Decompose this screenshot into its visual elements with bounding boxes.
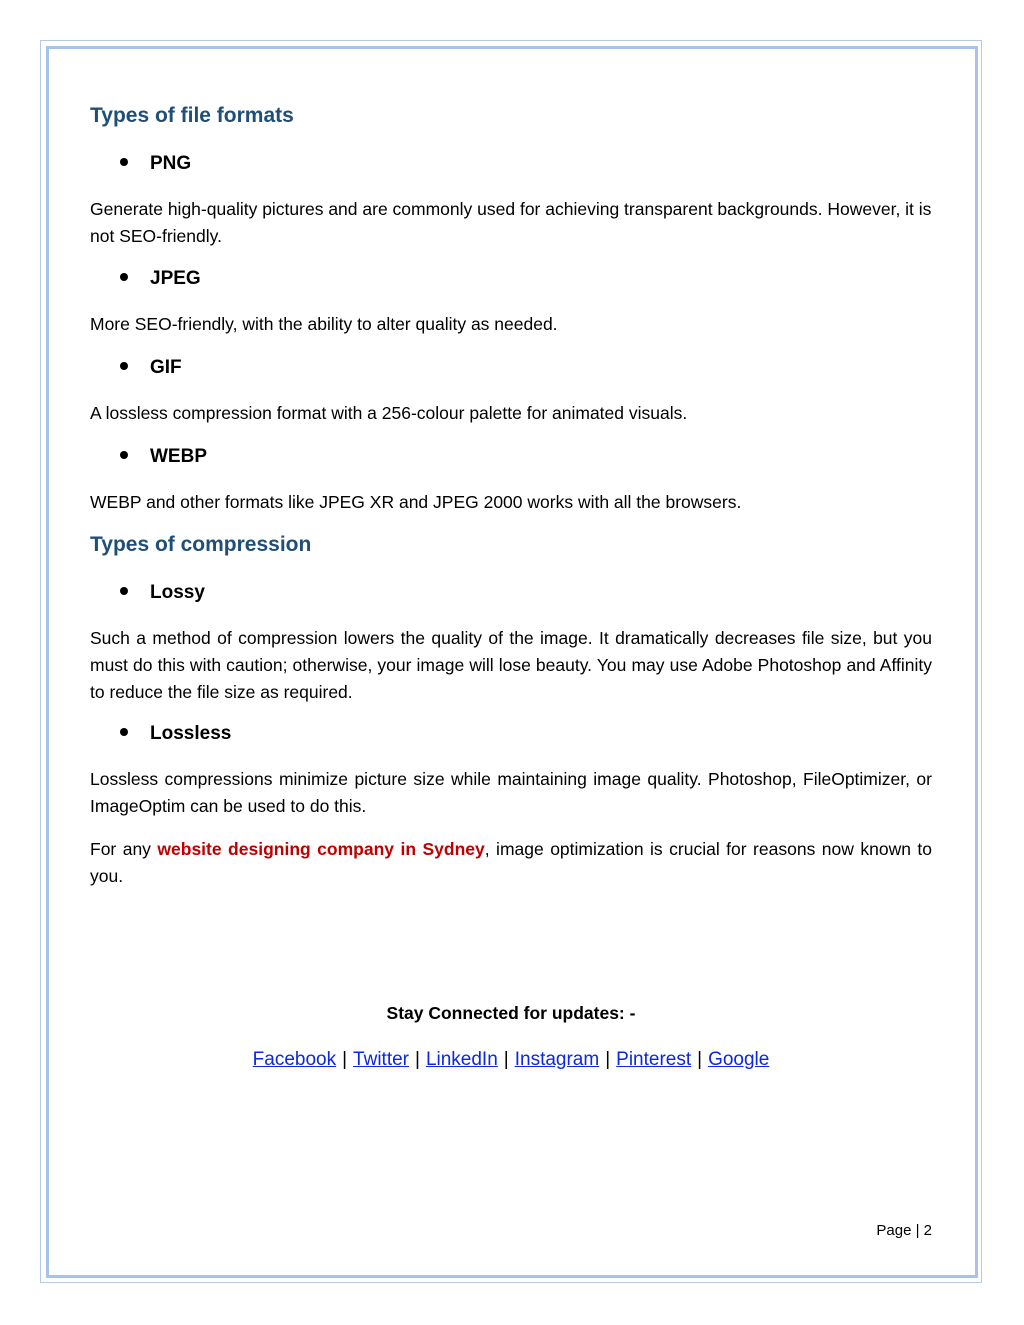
closing-prefix: For any xyxy=(90,839,158,859)
heading-file-formats: Types of file formats xyxy=(90,104,294,127)
paragraph-lossy: Such a method of compression lowers the quality of the image. It dramatically decreases file size, but you must do this with caution; otherwise, your image will lose beauty. You may use Adobe Photoshop and Affinity to reduce the file size as required. xyxy=(90,628,932,702)
item-title: WEBP xyxy=(150,446,207,467)
stay-connected-label: Stay Connected for updates: - xyxy=(386,1003,636,1023)
list-item-gif xyxy=(120,357,182,379)
paragraph-png: Generate high-quality pictures and are commonly used for achieving transparent backgrounds. However, it is not SEO-friendly. xyxy=(90,199,932,246)
item-title: GIF xyxy=(150,357,182,378)
list-item-jpeg xyxy=(120,268,201,290)
bullet-icon xyxy=(120,158,128,166)
item-title: Lossless xyxy=(150,723,232,744)
facebook-link[interactable]: Facebook xyxy=(252,1049,337,1070)
separator: | xyxy=(415,1049,420,1070)
social-links xyxy=(90,1049,932,1071)
paragraph-lossless: Lossless compressions minimize picture size while maintaining image quality. Photoshop, FileOptimizer, or ImageOptim can be used to do this. xyxy=(90,769,932,816)
bullet-icon xyxy=(120,451,128,459)
closing-paragraph xyxy=(90,836,932,890)
separator: | xyxy=(697,1049,703,1070)
twitter-link[interactable]: Twitter xyxy=(353,1049,409,1070)
list-item-lossless xyxy=(120,723,231,745)
closing-suffix: , image optimization is crucial for reasons now known to you. xyxy=(90,839,932,886)
list-item-webp xyxy=(120,446,207,468)
item-title: Lossy xyxy=(150,582,205,603)
instagram-link[interactable]: Instagram xyxy=(514,1049,600,1070)
separator: | xyxy=(605,1049,611,1070)
highlight-link[interactable]: website designing company in Sydney xyxy=(157,839,485,859)
item-title: JPEG xyxy=(150,268,201,289)
bullet-icon xyxy=(120,728,128,736)
heading-compression: Types of compression xyxy=(90,533,312,556)
bullet-icon xyxy=(120,362,128,370)
linkedin-link[interactable]: LinkedIn xyxy=(425,1049,498,1070)
separator: | xyxy=(342,1049,348,1070)
item-title: PNG xyxy=(150,153,192,174)
bullet-icon xyxy=(120,587,128,595)
paragraph-webp: WEBP and other formats like JPEG XR and JPEG 2000 works with all the browsers. xyxy=(90,492,742,512)
pinterest-link[interactable]: Pinterest xyxy=(616,1049,692,1070)
separator: | xyxy=(503,1049,509,1070)
google-link[interactable]: Google xyxy=(708,1049,770,1070)
list-item-png xyxy=(120,153,191,175)
paragraph-gif: A lossless compression format with a 256-colour palette for animated visuals. xyxy=(90,403,688,423)
paragraph-jpeg: More SEO-friendly, with the ability to alter quality as needed. xyxy=(90,314,558,334)
bullet-icon xyxy=(120,273,128,281)
list-item-lossy xyxy=(120,582,205,604)
page-number: Page | 2 xyxy=(876,1222,932,1239)
